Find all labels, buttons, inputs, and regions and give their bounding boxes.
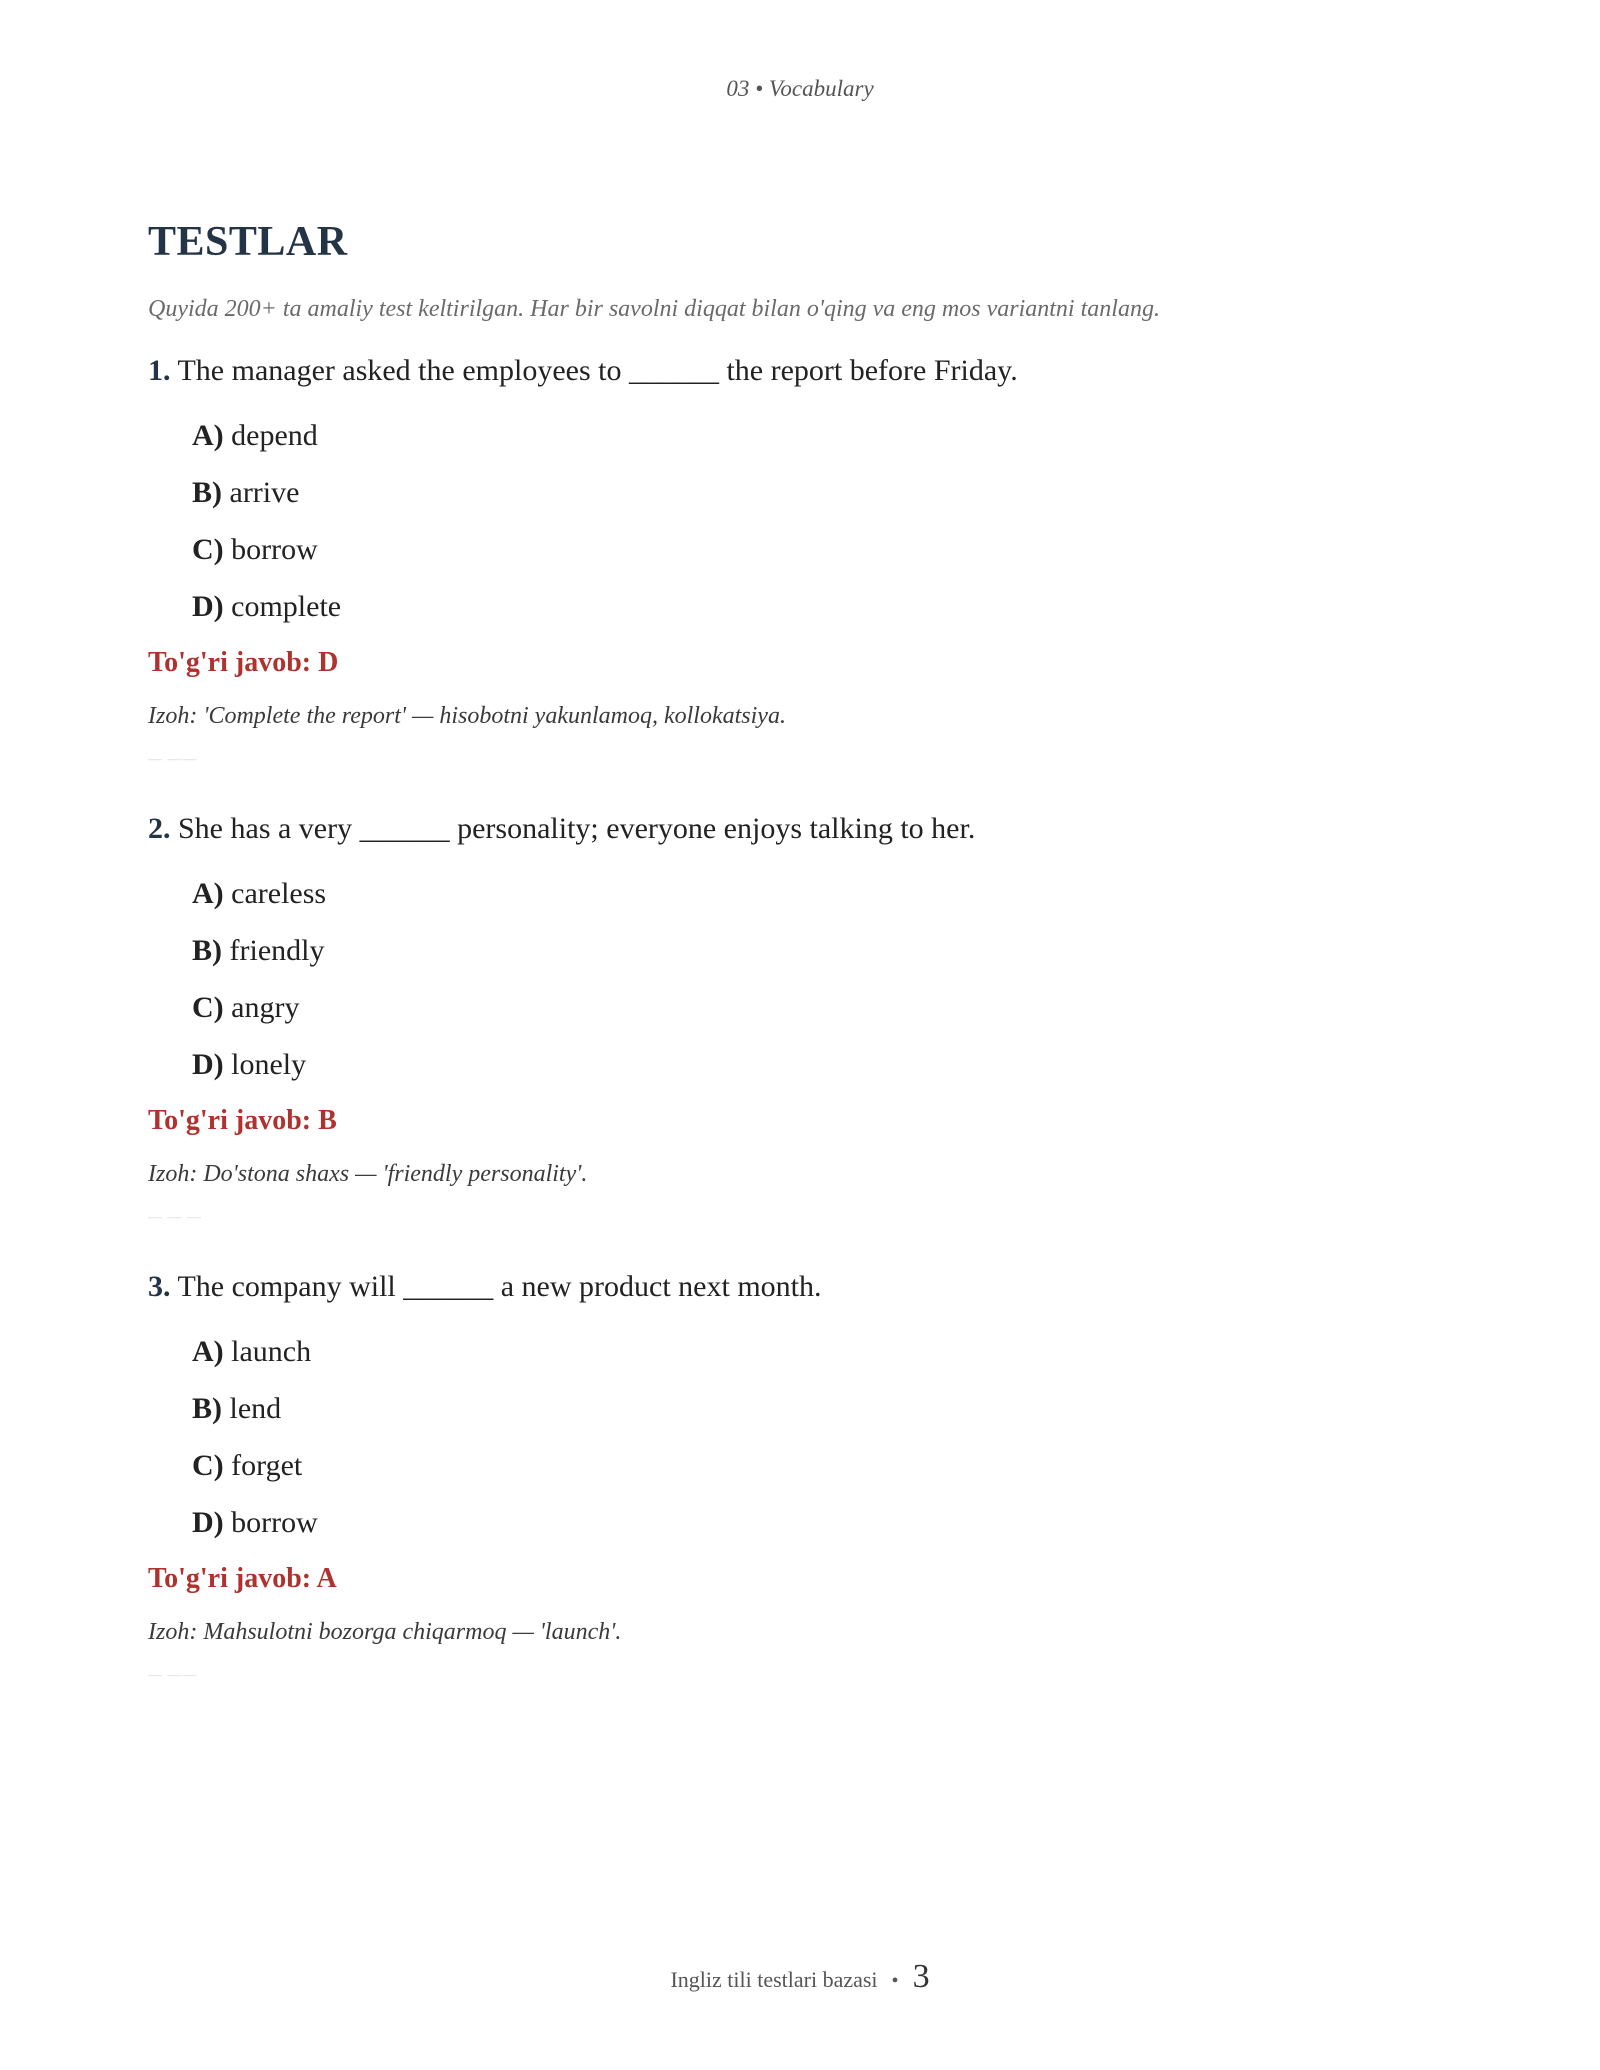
question-text bbox=[148, 1265, 1468, 1309]
option-c bbox=[192, 521, 1468, 578]
page-footer bbox=[0, 1958, 1600, 1996]
option-letter: C) bbox=[192, 991, 224, 1024]
option-letter: D) bbox=[192, 590, 224, 623]
section-intro: Quyida 200+ ta amaliy test keltirilgan. Har bir savolni diqqat bilan o'qing va eng mos variantni tanlang. bbox=[148, 296, 1160, 322]
option-c bbox=[192, 979, 1468, 1036]
option-letter: B) bbox=[192, 934, 222, 967]
section-title: TESTLAR bbox=[148, 219, 348, 265]
option-d bbox=[192, 1494, 1468, 1551]
question-number: 1. bbox=[148, 354, 171, 387]
option-letter: B) bbox=[192, 476, 222, 509]
question-3 bbox=[148, 1265, 1468, 1691]
question-stem: The company will ______ a new product next month. bbox=[177, 1270, 822, 1303]
option-letter: A) bbox=[192, 877, 224, 910]
option-text: careless bbox=[231, 877, 327, 910]
option-text: borrow bbox=[231, 1506, 318, 1539]
correct-answer: To'g'ri javob: A bbox=[148, 1563, 337, 1594]
question-number: 3. bbox=[148, 1270, 171, 1303]
option-a bbox=[192, 865, 1468, 922]
question-separator: — —— bbox=[148, 1668, 198, 1683]
option-letter: C) bbox=[192, 533, 224, 566]
option-text: arrive bbox=[229, 476, 300, 509]
question-2 bbox=[148, 807, 1468, 1233]
option-letter: C) bbox=[192, 1449, 224, 1482]
option-list bbox=[148, 1323, 1468, 1551]
option-letter: D) bbox=[192, 1506, 224, 1539]
option-a bbox=[192, 407, 1468, 464]
explanation: Izoh: Mahsulotni bozorga chiqarmoq — 'launch'. bbox=[148, 1619, 622, 1645]
question-number: 2. bbox=[148, 812, 171, 845]
option-c bbox=[192, 1437, 1468, 1494]
correct-answer: To'g'ri javob: D bbox=[148, 647, 339, 678]
option-list bbox=[148, 865, 1468, 1093]
explanation: Izoh: 'Complete the report' — hisobotni yakunlamoq, kollokatsiya. bbox=[148, 703, 786, 729]
page-content bbox=[148, 218, 1468, 1723]
page-number: 3 bbox=[912, 1958, 930, 1995]
option-a bbox=[192, 1323, 1468, 1380]
question-1 bbox=[148, 349, 1468, 775]
option-letter: A) bbox=[192, 1335, 224, 1368]
question-separator: — — — bbox=[148, 1210, 202, 1225]
option-letter: A) bbox=[192, 419, 224, 452]
option-text: friendly bbox=[229, 934, 325, 967]
option-text: angry bbox=[231, 991, 300, 1024]
option-list bbox=[148, 407, 1468, 635]
option-b bbox=[192, 922, 1468, 979]
option-text: launch bbox=[231, 1335, 312, 1368]
option-letter: B) bbox=[192, 1392, 222, 1425]
question-text bbox=[148, 807, 1468, 851]
footer-bullet: • bbox=[891, 1970, 899, 1992]
explanation: Izoh: Do'stona shaxs — 'friendly personality'. bbox=[148, 1161, 588, 1187]
question-separator: — —— bbox=[148, 752, 198, 767]
option-text: forget bbox=[231, 1449, 303, 1482]
correct-answer: To'g'ri javob: B bbox=[148, 1105, 337, 1136]
question-stem: She has a very ______ personality; everyone enjoys talking to her. bbox=[178, 812, 976, 845]
option-d bbox=[192, 1036, 1468, 1093]
option-text: depend bbox=[231, 419, 318, 452]
question-stem: The manager asked the employees to ______ the report before Friday. bbox=[177, 354, 1018, 387]
option-text: borrow bbox=[231, 533, 318, 566]
running-header: 03 • Vocabulary bbox=[726, 76, 874, 101]
option-text: lend bbox=[229, 1392, 282, 1425]
option-text: lonely bbox=[231, 1048, 307, 1081]
option-text: complete bbox=[231, 590, 342, 623]
option-d bbox=[192, 578, 1468, 635]
option-b bbox=[192, 1380, 1468, 1437]
footer-book-title: Ingliz tili testlari bazasi bbox=[670, 1967, 878, 1992]
option-letter: D) bbox=[192, 1048, 224, 1081]
option-b bbox=[192, 464, 1468, 521]
question-text bbox=[148, 349, 1468, 393]
